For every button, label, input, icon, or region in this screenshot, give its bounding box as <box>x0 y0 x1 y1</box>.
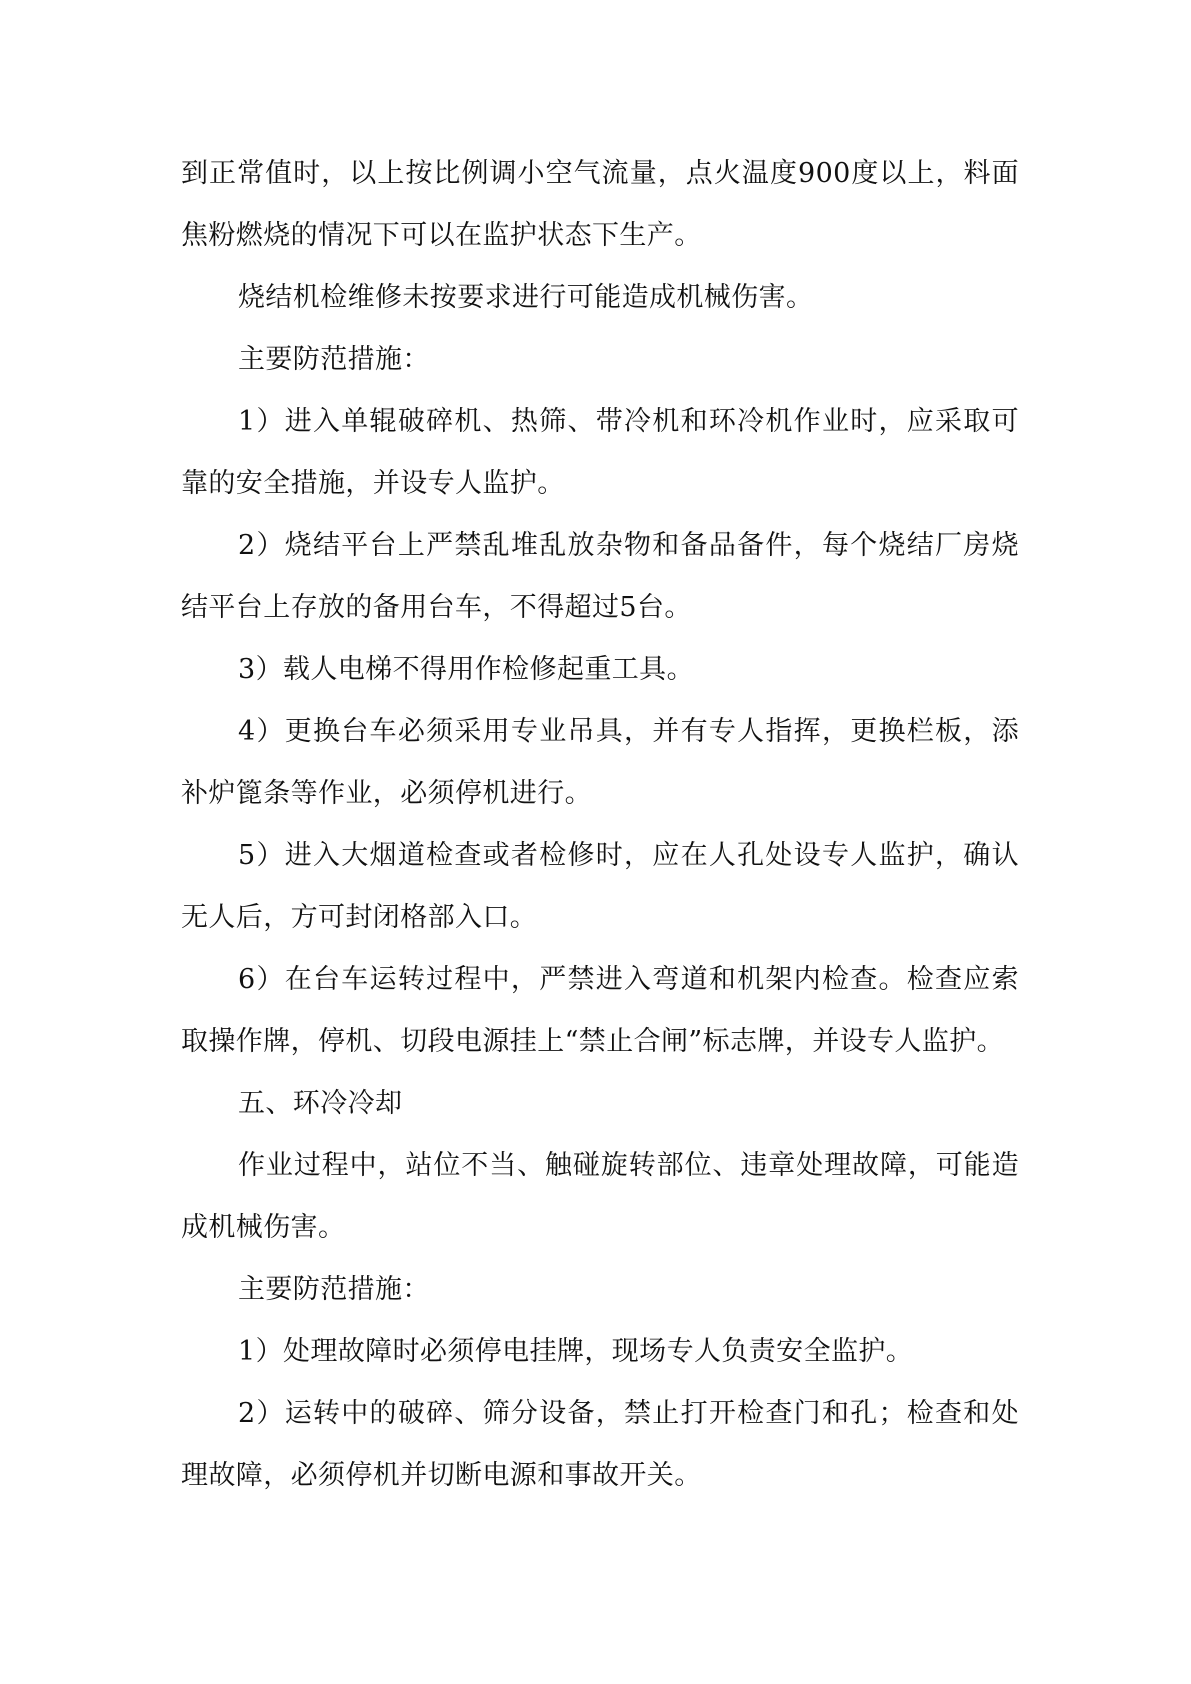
paragraph-continuation: 到正常值时，以上按比例调小空气流量，点火温度900度以上，料面焦粉燃烧的情况下可以在监护状态下生产。 <box>181 158 1019 251</box>
document-body <box>181 143 1019 1507</box>
paragraph-measure-6: 6）在台车运转过程中，严禁进入弯道和机架内检查。检查应索取操作牌，停机、切段电源挂上“禁止合闸”标志牌，并设专人监护。 <box>181 964 1019 1057</box>
paragraph-ring-cooling-hazard: 作业过程中，站位不当、触碰旋转部位、违章处理故障，可能造成机械伤害。 <box>181 1150 1019 1243</box>
paragraph-measure-3: 3）载人电梯不得用作检修起重工具。 <box>238 654 694 685</box>
paragraph-ring-measure-1: 1）处理故障时必须停电挂牌，现场专人负责安全监护。 <box>238 1336 914 1367</box>
paragraph-measure-4: 4）更换台车必须采用专业吊具，并有专人指挥，更换栏板，添补炉篦条等作业，必须停机进行。 <box>181 716 1019 809</box>
paragraph-measure-5: 5）进入大烟道检查或者检修时，应在人孔处设专人监护，确认无人后，方可封闭格部入口。 <box>181 840 1019 933</box>
paragraph-measure-2: 2）烧结平台上严禁乱堆乱放杂物和备品备件，每个烧结厂房烧结平台上存放的备用台车，不得超过5台。 <box>181 530 1019 623</box>
paragraph-measure-1: 1）进入单辊破碎机、热筛、带冷机和环冷机作业时，应采取可靠的安全措施，并设专人监护。 <box>181 406 1019 499</box>
paragraph-sintering-maintenance-hazard: 烧结机检维修未按要求进行可能造成机械伤害。 <box>238 282 814 313</box>
paragraph-measures-heading-1: 主要防范措施： <box>238 344 430 375</box>
section-heading-ring-cooling: 五、环冷冷却 <box>238 1088 403 1119</box>
paragraph-measures-heading-2: 主要防范措施： <box>238 1274 430 1305</box>
paragraph-ring-measure-2: 2）运转中的破碎、筛分设备，禁止打开检查门和孔；检查和处理故障，必须停机并切断电源和事故开关。 <box>181 1398 1019 1491</box>
